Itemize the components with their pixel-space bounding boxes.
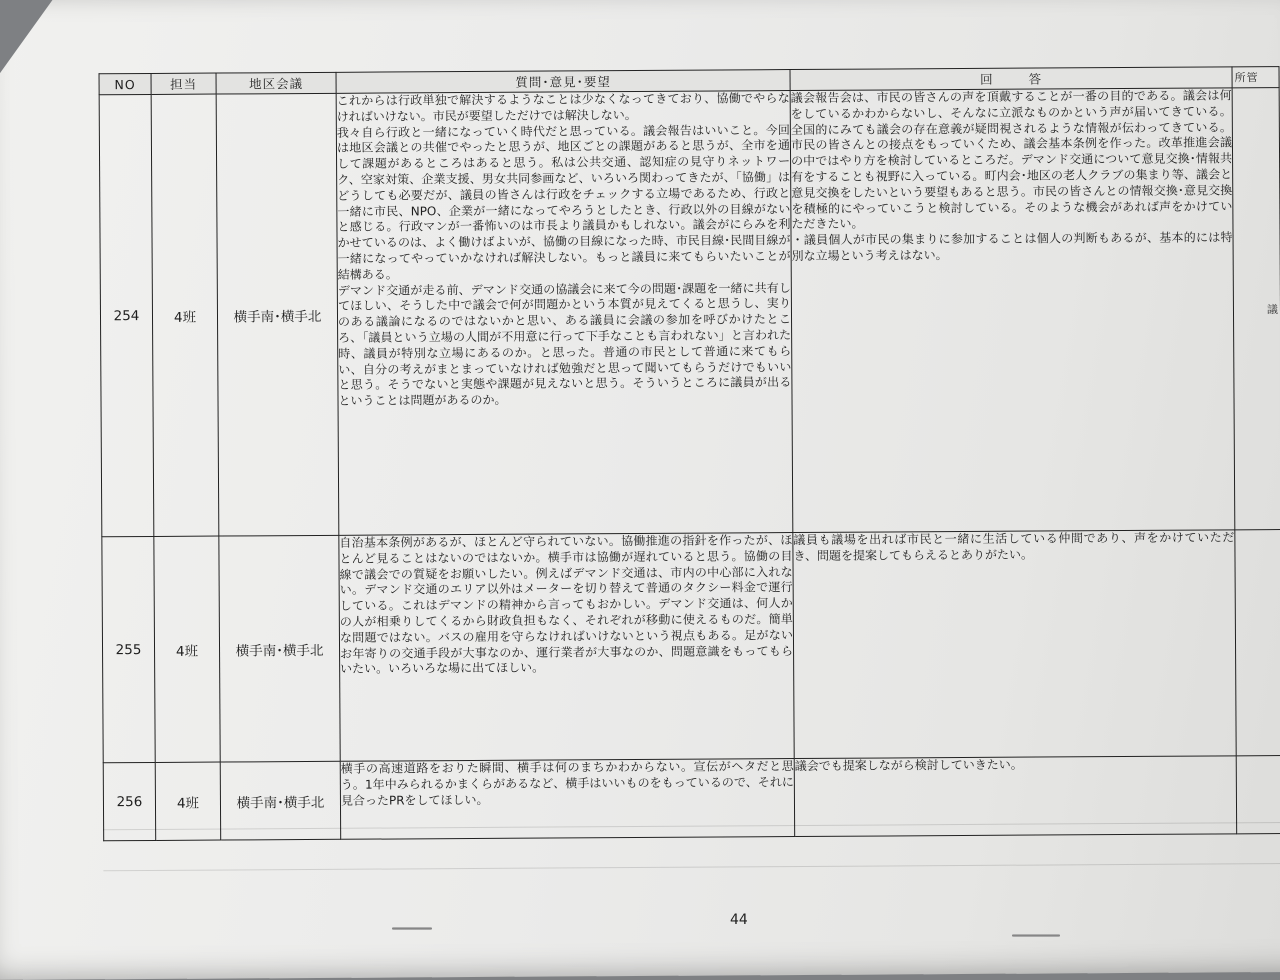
row-dept — [1235, 530, 1280, 756]
row-question: 自治基本条例があるが、ほとんど守られていない。協働推進の指針を作ったが、ほとんど見ることはないのではないか。横手市は協働が遅れていると思う。協働の目線で議会での質疑をお願いしたい。例えばデマンド交通は、市内の中心部に入れない。デマンド交通のエリア以外はメーターを切り替えて普通のタクシー料金で運行している。これはデマンドの精神から言ってもおかしい。デマンド交通は、何人かの人が相乗りしてくるから財政負担もなく、それぞれが移動に使えるものだ。簡単な問題ではない。バスの雇用を守らなければいけないという視点もある。足がないお年寄りの交通手段が大事なのか、運行業者が大事なのか、問題意識をもってもらいたい。いろいろな場に出てほしい。 — [339, 533, 794, 762]
bleed-through-lines — [103, 822, 1280, 871]
header-answer — [790, 67, 1232, 91]
row-answer: 議会でも提案しながら検討していきたい。 — [794, 756, 1236, 837]
page-number: 44 — [730, 912, 748, 928]
row-answer: 議員も議場を出れば市民と一緒に生活している仲間であり、声をかけていただき、問題を提案してもらえるとありがたい。 — [793, 530, 1236, 759]
header-question: 質問･意見･要望 — [336, 70, 790, 94]
row-answer: 議会報告会は、市民の皆さんの声を頂戴することが一番の目的である。議会は何をしているかわからないし、そんなに立派なものかという声が届いてきている。全国的にみても議会の存在意義が疑問視されるような情報が伝わってきている。市民の皆さんとの接点をもっていくため、議会基本条例を作った。改革推進会議の中ではやり方を検討しているところだ。デマンド交通について意見交換･情報共有をすることも視野に入っている。町内会･地区の老人クラブの集まり等、議会と意見交換をしたいという要望もあると思う。市民の皆さんとの情報交換･意見交換を積極的にやっていこうと検討している。そのような機会があれば声をかけていただきたい。 ・議員個人が市民の集まりに参加することは個人の判断もあるが、基本的には特別な立場という考えはない。 — [790, 88, 1235, 533]
row-area: 横手南･横手北 — [216, 93, 339, 536]
row-dept: 議 — [1232, 88, 1280, 530]
staple-left — [392, 927, 432, 930]
header-no: NO — [99, 73, 151, 94]
row-area: 横手南･横手北 — [219, 535, 340, 762]
row-team: 4班 — [155, 762, 220, 840]
header-area: 地区会議 — [216, 72, 336, 94]
records-table — [99, 66, 1280, 841]
paper-corner-shadow — [0, 0, 61, 100]
table-row — [102, 530, 1280, 763]
row-no: 255 — [102, 536, 155, 762]
row-team: 4班 — [154, 536, 220, 762]
table-row — [99, 88, 1280, 537]
row-question: 横手の高速道路をおりた瞬間、横手は何のまちかわからない。宣伝がヘタだと思う。1年中みられるかまくらがあるなど、横手はいいものをもっているので、それに見合ったPRをしてほしい。 — [340, 759, 794, 840]
row-question: これからは行政単独で解決するようなことは少なくなってきており、協働でやらなければいけない。市民が要望しただけでは解決しない。 我々自ら行政と一緒になっていく時代だと思っている。議会報告はいいこと。今回は地区会議との共催でやったと思うが、地区ごとの課題があると思うが、全市を通して課題があるところはあると思う。私は公共交通、認知症の見守りネットワーク、空家対策、企業支援、男女共同参画など、いろいろ関わってきたが、「協働」はどうしても必要だが、議員の皆さんは行政をチェックする立場であるため、行政と一緒に市民、NPO、企業が一緒になってやろうとしたとき、行政以外の目線がないと感じる。行政マンが一番怖いのは市長より議員かもしれない。議会がにらみを利かせているのは、よく働けばよいが、協働の目線になった時、市民目線･民間目線が一緒になってやっていかなければ解決しない。もっと議員に来てもらいたいことが結構ある。 デマンド交通が走る前、デマンド交通の協議会に来て今の問題･課題を一緒に共有してほしい、そうした中で議会で何が問題かという本質が見えてくると思うし、実りのある議論になるのではないかと思い、ある議員に会議の参加を呼びかけたところ、「議員という立場の人間が不用意に行って下手なことも言われない」と言われた時、議員が特別な立場にあるのか。と思った。普通の市民として普通に来てもらい、自分の考えがまとまっていなければ勉強だと思って聞いてもらうだけでもいいと思う。そうでないと実態や課題が見えないと思う。そういうところに議員が出るということは問題があるのか。 — [336, 91, 793, 536]
row-area: 横手南･横手北 — [220, 761, 340, 840]
header-team: 担当 — [151, 73, 216, 94]
row-no: 254 — [99, 94, 154, 536]
row-no: 256 — [103, 762, 155, 840]
row-team: 4班 — [151, 94, 219, 536]
header-dept: 所管 — [1232, 67, 1279, 88]
staple-right — [1012, 934, 1060, 937]
header-answer-char-2: 答 — [1028, 71, 1043, 87]
header-answer-char-1: 回 — [980, 71, 1029, 87]
